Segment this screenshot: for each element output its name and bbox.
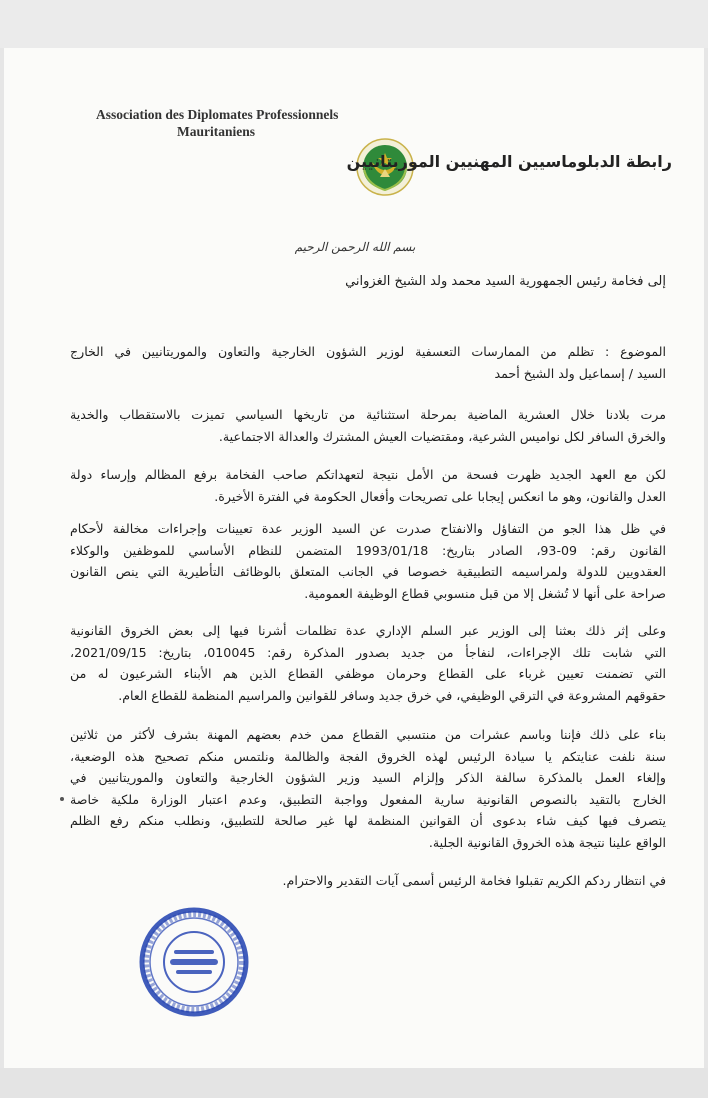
- subject-line-1: الموضوع : تظلم من الممارسات التعسفية لوزير الشؤون الخارجية والتعاون والموريتانيين في الخارج: [70, 344, 666, 359]
- p2-line-2: العدل والقانون، وهو ما انعكس إيجابا على تصريحات وأفعال الحكومة في الفترة الأخيرة.: [214, 488, 666, 504]
- header-org-french: [96, 106, 339, 140]
- p5-line-5: يتصرف فيها كيف شاء بدعوى أن القوانين المنظمة لها غير صالحة للتطبيق، ونطلب منكم رفع الظلم: [70, 813, 666, 828]
- official-round-stamp-icon: [138, 906, 250, 1018]
- p3-line-2: القانون رقم: 09-93، الصادر بتاريخ: 1993/01/18 المتضمن للنظام الأساسي للموظفين والوكلاء: [70, 542, 666, 558]
- top-bar: [0, 0, 708, 48]
- p2-line-1: لكن مع العهد الجديد ظهرت فسحة من الأمل نتيجة لتعهداتكم صاحب الفخامة برفع المظالم وإرساء دولة: [70, 467, 666, 482]
- p5-line-3: وإلغاء العمل بالمذكرة سالفة الذكر وإلزام السيد وزير الشؤون الخارجية والتعاون والموريتانيين في: [70, 770, 666, 785]
- p3-line-3: العقدويين للدولة ولمراسيمه التطبيقية خصوصا في الجانب المتعلق بالوظائف التأطيرية التي ينص القانون: [70, 564, 666, 579]
- closing-line: في انتظار ردكم الكريم تقبلوا فخامة الرئيس أسمى آيات التقدير والاحترام.: [282, 873, 666, 888]
- p3-line-4: صراحة على أنها لا تُشغل إلا من قبل منسوبي قطاع الوظيفة العمومية.: [304, 585, 666, 601]
- paragraph-5: [70, 724, 666, 853]
- p5-line-1: بناء على ذلك فإننا وباسم عشرات من منتسبي القطاع ممن خدم بعضهم المهنة بشرف لأكثر من ثلاثين: [70, 727, 666, 742]
- org-french-line-1: Association des Diplomates Professionnels: [96, 107, 339, 122]
- p1-line-2: والخرق السافر لكل نواميس الشرعية، ومقتضيات العيش المشترك والعدالة الاجتماعية.: [218, 428, 666, 444]
- p5-line-6: الواقع علينا نتيجة هذه الخروق القانونية الجلية.: [428, 834, 666, 850]
- paragraph-1: [70, 404, 666, 447]
- basmala: بسم الله الرحمن الرحيم: [294, 240, 416, 254]
- p4-line-1: وعلى إثر ذلك بعثنا إلى الوزير عبر السلم الإداري عدة تظلمات أشرنا فيها إلى بعض الخروق القانونية: [70, 623, 666, 638]
- closing-paragraph: [70, 870, 666, 892]
- p4-line-2: التي شابت تلك الإجراءات، لنفاجأ من جديد بصدور المذكرة رقم: 010045، بتاريخ: 2021/09/15،: [70, 644, 666, 660]
- p5-line-4: الخارج بالتقيد بالنصوص القانونية سارية المفعول وواجبة التطبيق، وعدم اعتبار الوزارة ملكية خاصة: [70, 791, 666, 807]
- addressee: إلى فخامة رئيس الجمهورية السيد محمد ولد الشيخ الغزواني: [345, 274, 666, 289]
- p5-line-2: سنة نلفت عنايتكم يا سيادة الرئيس لهذه الخروق الفجة والظالمة ونلتمس منكم تصحيح هذه الوضعية،: [70, 748, 666, 764]
- paragraph-3: [70, 518, 666, 604]
- subject-line-2: السيد / إسماعيل ولد الشيخ أحمد: [494, 365, 666, 381]
- p1-line-1: مرت بلادنا خلال العشرية الماضية بمرحلة استثنائية من تاريخها السياسي تميزت بالاستقطاب والخدية: [70, 407, 666, 422]
- p4-line-4: حقوقهم المشروعة في الترقي الوظيفي، في خرق جديد وسافر للقوانين والمراسيم المنظمة للقطاع العام.: [118, 687, 666, 703]
- header-org-arabic: رابطة الدبلوماسيين المهنيين الموريتانيين: [346, 152, 672, 171]
- paragraph-2: [70, 464, 666, 507]
- p3-line-1: في ظل هذا الجو من التفاؤل والانفتاح صدرت عن السيد الوزير عدة تعيينات وإجراءات مخالفة لأحكام: [70, 521, 666, 536]
- subject-paragraph: [70, 341, 666, 384]
- paragraph-4: [70, 620, 666, 706]
- margin-dot: [60, 797, 64, 801]
- org-french-line-2: Mauritaniens: [176, 124, 255, 139]
- p4-line-3: التي تضمنت تعيين غرباء على القطاع وحرمان موظفي القطاع الذين هم الأبناء الشرعيون له من: [70, 666, 666, 681]
- bottom-bar: [0, 1068, 708, 1098]
